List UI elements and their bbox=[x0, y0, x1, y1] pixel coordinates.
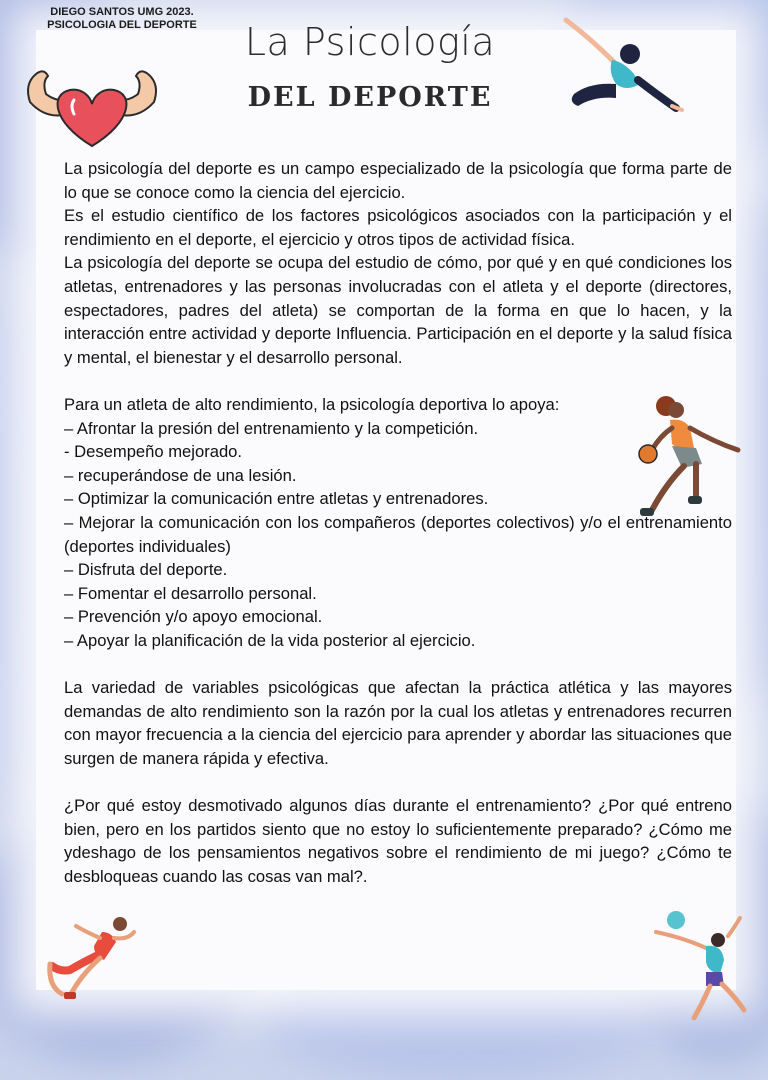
list-item: – Optimizar la comunicación entre atletas y entrenadores. bbox=[64, 489, 489, 509]
runner-icon bbox=[40, 910, 140, 1002]
author-line-2: PSICOLOGIA DEL DEPORTE bbox=[47, 19, 197, 31]
list-item: – Prevención y/o apoyo emocional. bbox=[64, 607, 323, 627]
yoga-woman-icon bbox=[560, 18, 685, 118]
list-item: – recuperándose de una lesión. bbox=[64, 465, 297, 485]
questions-paragraph: ¿Por qué estoy desmotivado algunos días durante el entrenamiento? ¿Por qué entreno bien, pero en los partidos siento que no estoy lo suficientemente preparado? ¿Cómo me ydeshago de los pensamientos negativos sobre el rendimiento de mi juego? ¿Cómo te desbloqueas cuando las cosas van mal?. bbox=[64, 796, 732, 886]
list-item: – Afrontar la presión del entrenamiento y la competición. bbox=[64, 418, 479, 438]
intro-line-2: Es el estudio científico de los factores psicológicos asociados con la participación y el rendimiento en el deporte, el ejercicio y otros tipos de actividad física. bbox=[64, 206, 732, 249]
intro-paragraph bbox=[64, 157, 732, 369]
list-item: – Disfruta del deporte. bbox=[64, 560, 228, 580]
variables-paragraph: La variedad de variables psicológicas que afectan la práctica atlética y las mayores demandas de alto rendimiento son la razón por la cual los atletas y entrenadores recurren con mayor frecuencia a la ciencia del ejercicio para aprender y abordar las situaciones que surgen de manera rápida y efectiva. bbox=[64, 678, 732, 768]
benefits-list bbox=[64, 393, 732, 653]
list-item: – Fomentar el desarrollo personal. bbox=[64, 583, 317, 603]
author-line-1: DIEGO SANTOS UMG 2023. bbox=[50, 6, 194, 18]
intro-line-3: La psicología del deporte se ocupa del estudio de cómo, por qué y en qué condiciones los atletas, entrenadores y las personas involucradas con el atleta y el deporte (directores, espectadores, padres del atleta) se comportan de la forma en que lo hacen, y la interacción entre actividad y deporte Influencia. Participación en el deporte y la salud física y mental, el bienestar y el desarrollo personal. bbox=[64, 253, 732, 367]
volleyball-player-icon bbox=[650, 910, 760, 1020]
list-intro: Para un atleta de alto rendimiento, la psicología deportiva lo apoya: bbox=[64, 394, 560, 414]
page-title: La Psicología bbox=[244, 20, 496, 64]
list-item: – Mejorar la comunicación con los compañeros (deportes colectivos) y/o el entrenamiento (deportes individuales) bbox=[64, 512, 732, 556]
list-item: - Desempeño mejorado. bbox=[64, 442, 243, 462]
heart-with-arms-icon bbox=[22, 64, 162, 154]
list-item: – Apoyar la planificación de la vida posterior al ejercicio. bbox=[64, 630, 476, 650]
main-content bbox=[64, 157, 732, 912]
intro-line-1: La psicología del deporte es un campo especializado de la psicología que forma parte de lo que se conoce como la ciencia del ejercicio. bbox=[64, 159, 732, 202]
author-credit bbox=[42, 6, 202, 32]
page-subtitle: DEL DEPORTE bbox=[247, 82, 493, 113]
